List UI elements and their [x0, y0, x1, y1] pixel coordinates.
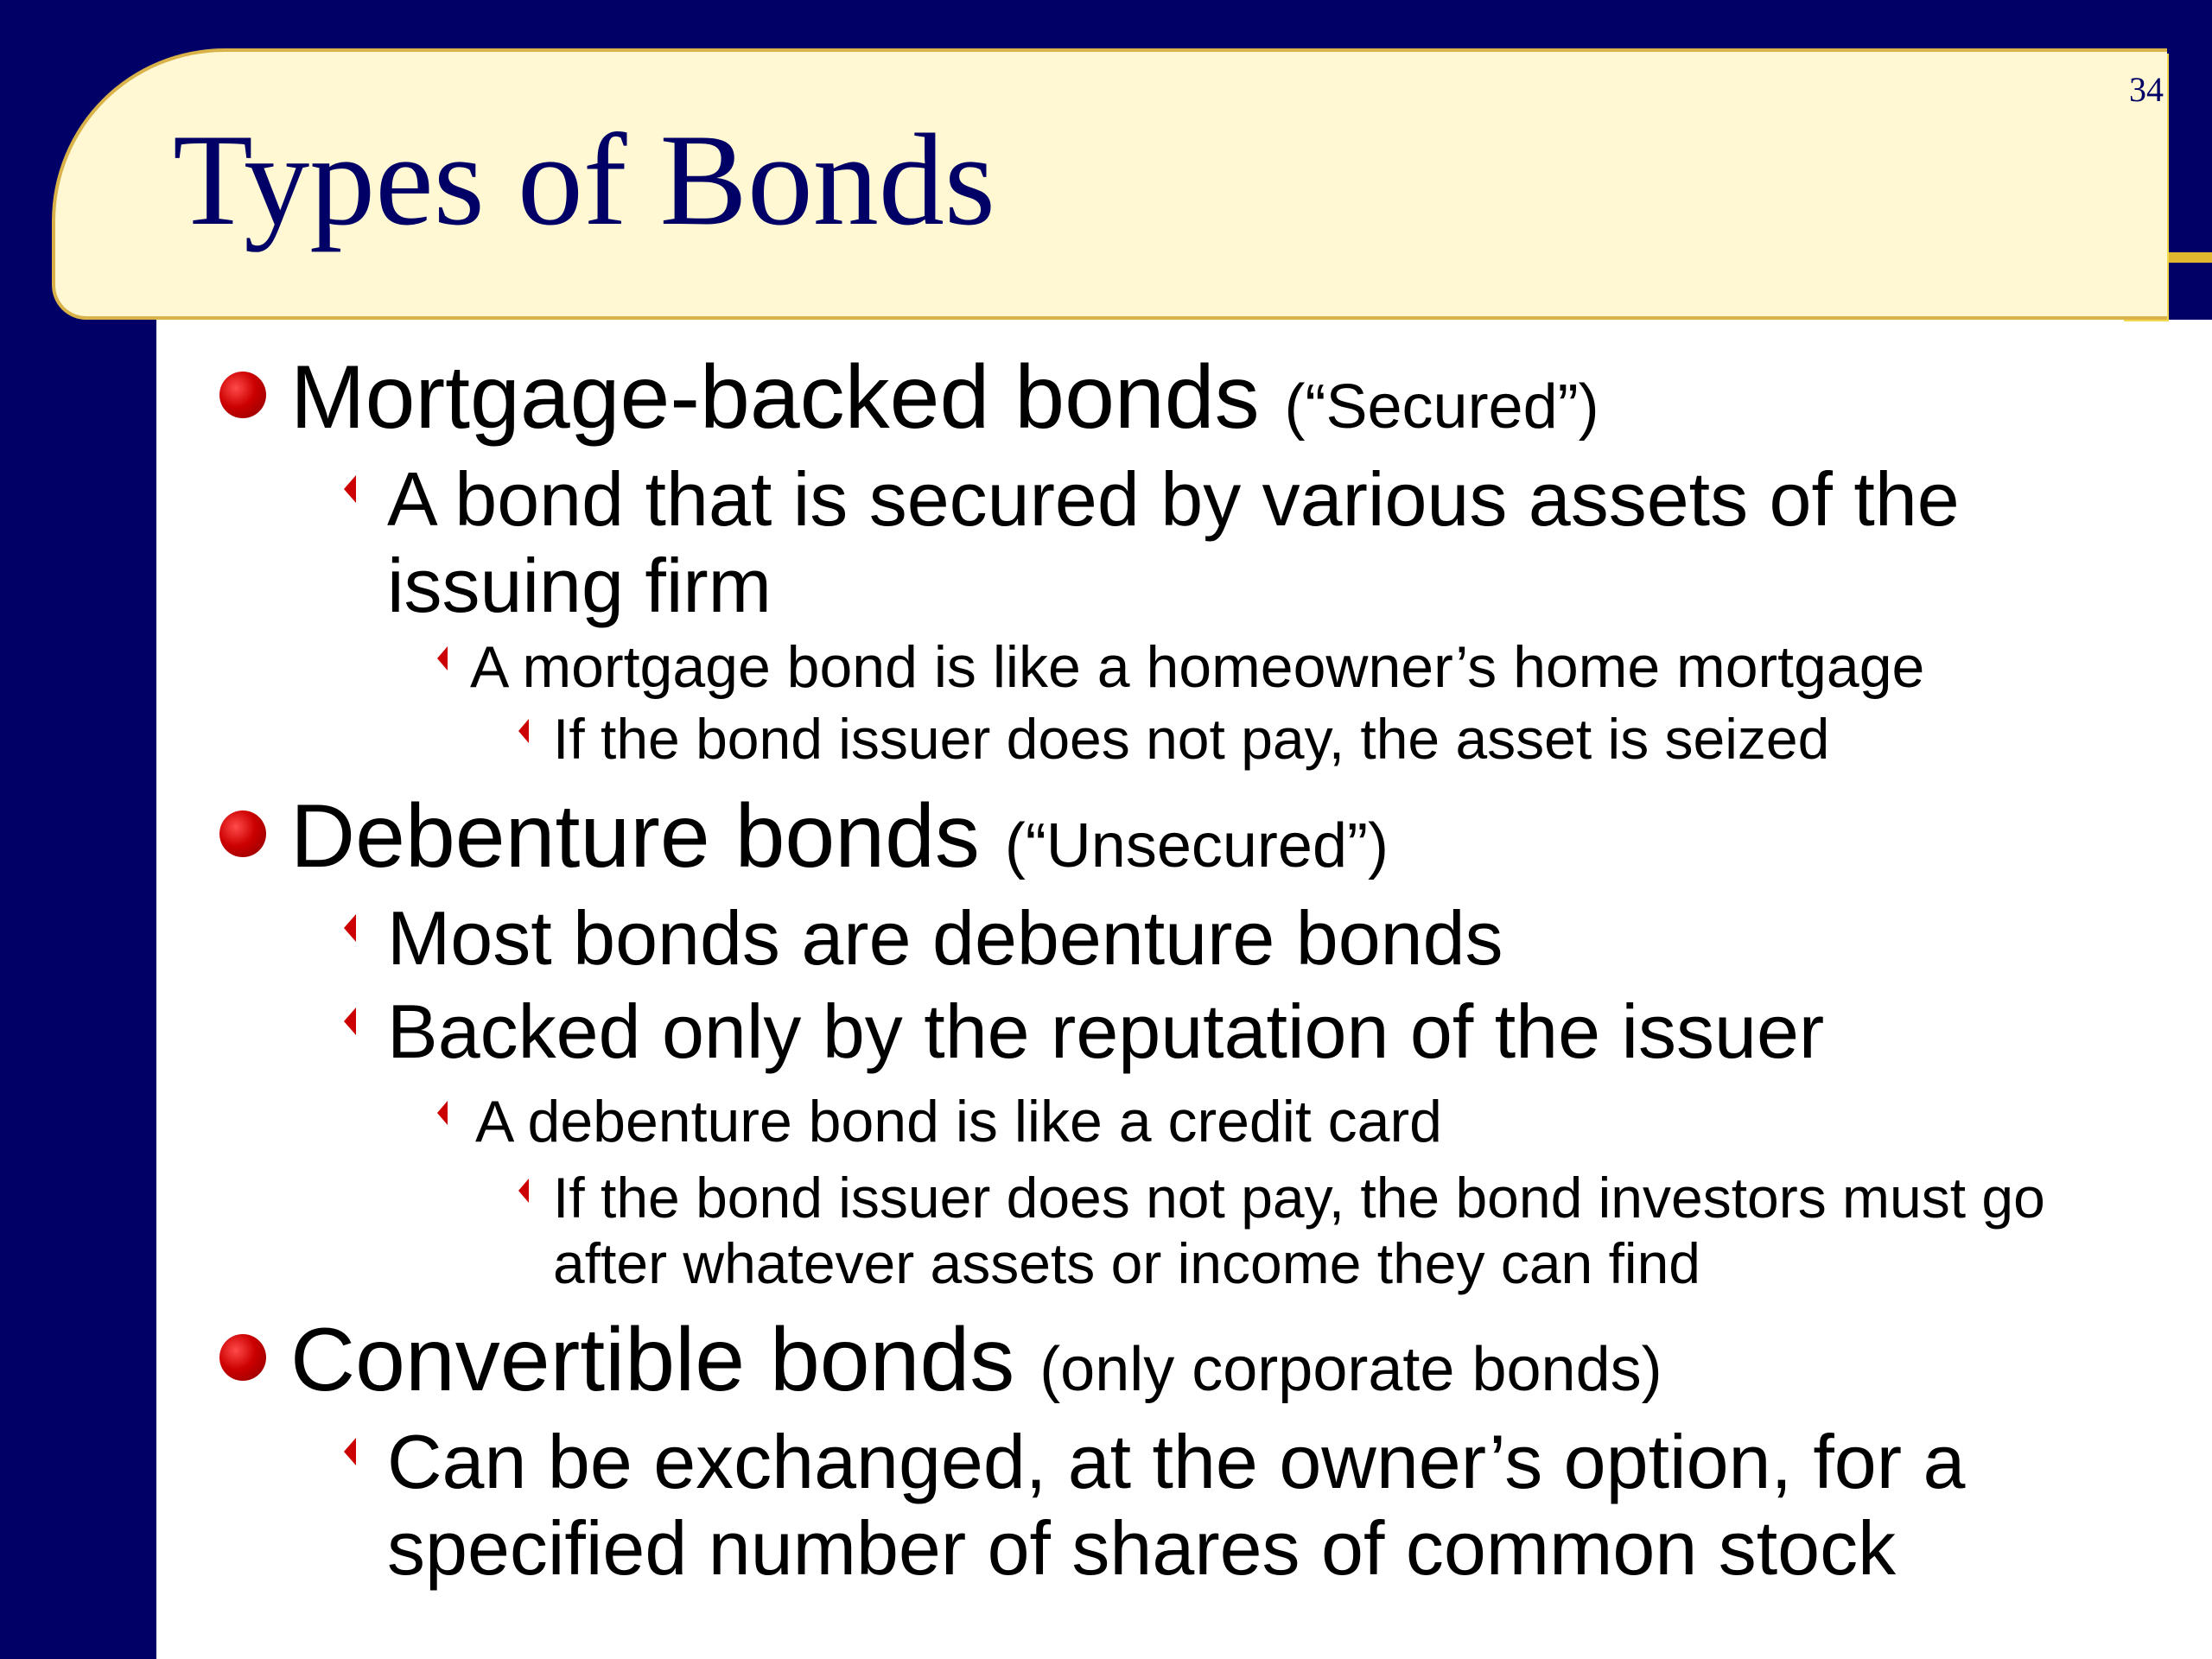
slide-number: 34 — [2129, 70, 2164, 109]
triangle-bullet-icon — [437, 646, 448, 671]
bullet-note: (“Secured”) — [1284, 372, 1599, 442]
sub-bullet-reputation: Backed only by the reputation of the issuer — [387, 988, 1825, 1074]
sub-bullet-credit-card-analogy: A debenture bond is like a credit card — [475, 1089, 1442, 1154]
triangle-bullet-icon — [344, 1438, 356, 1465]
slide-title: Types of Bonds — [173, 107, 996, 252]
bullet-convertible — [290, 1310, 1662, 1410]
triangle-bullet-icon — [518, 719, 529, 743]
sub-bullet-mortgage-analogy: A mortgage bond is like a homeowner’s home mortgage — [470, 634, 1925, 700]
triangle-bullet-icon — [344, 914, 356, 942]
sub-bullet-investors-recourse: If the bond issuer does not pay, the bond investors must go after whatever assets or income they can find — [553, 1166, 2045, 1295]
triangle-bullet-icon — [344, 1007, 356, 1035]
sub-bullet-asset-seized: If the bond issuer does not pay, the asset is seized — [553, 707, 1830, 771]
sub-bullet-exchange-for-stock: Can be exchanged, at the owner’s option, for a specified number of shares of common stock — [387, 1419, 1966, 1591]
bullet-heading: Convertible bonds — [290, 1310, 1015, 1410]
triangle-bullet-icon — [437, 1101, 448, 1125]
sub-bullet-secured-definition: A bond that is secured by various assets of the issuing firm — [387, 456, 1960, 628]
bullet-note: (only corporate bonds) — [1039, 1335, 1662, 1404]
bullet-note: (“Unsecured”) — [1004, 811, 1389, 880]
sub-bullet-most-bonds: Most bonds are debenture bonds — [387, 895, 1503, 981]
bullet-dot-icon — [219, 1334, 266, 1381]
bullet-heading: Debenture bonds — [290, 786, 980, 887]
bullet-dot-icon — [219, 372, 266, 418]
triangle-bullet-icon — [344, 475, 356, 503]
bullet-debenture — [290, 786, 1389, 887]
triangle-bullet-icon — [518, 1179, 529, 1203]
bullet-mortgage-backed — [290, 347, 1599, 448]
bullet-dot-icon — [219, 810, 266, 857]
bullet-heading: Mortgage-backed bonds — [290, 347, 1260, 448]
